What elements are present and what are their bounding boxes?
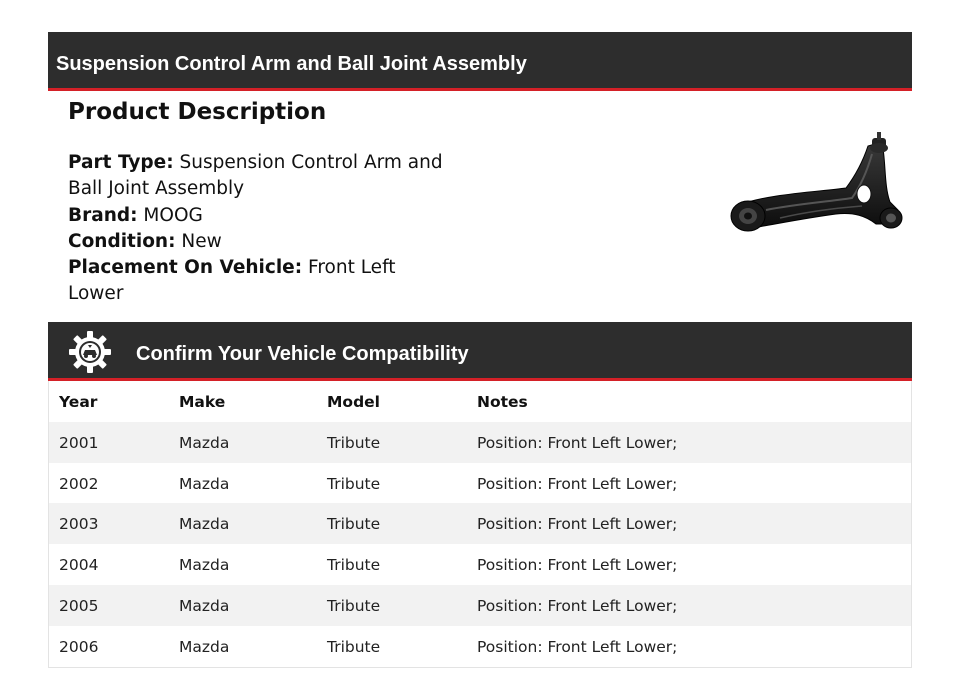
part-type-value: Suspension Control Arm and Ball Joint Assembly bbox=[68, 152, 443, 200]
placement-value: Front Left Lower bbox=[68, 257, 396, 305]
condition-value: New bbox=[181, 230, 222, 252]
product-title: Suspension Control Arm and Ball Joint Assembly bbox=[56, 53, 527, 75]
description-list bbox=[68, 150, 448, 308]
cell-notes: Position: Front Left Lower; bbox=[477, 433, 678, 452]
table-header-row bbox=[49, 381, 911, 422]
table-row bbox=[49, 422, 911, 463]
cell-make: Mazda bbox=[179, 596, 230, 615]
placement-label: Placement On Vehicle: bbox=[68, 257, 303, 279]
cell-year: 2006 bbox=[59, 637, 99, 656]
column-header-make: Make bbox=[179, 393, 226, 411]
compatibility-banner bbox=[48, 322, 912, 381]
table-row bbox=[49, 626, 911, 667]
column-header-model: Model bbox=[327, 393, 380, 411]
part-type-label: Part Type: bbox=[68, 152, 174, 173]
column-header-year: Year bbox=[59, 393, 98, 411]
table-row bbox=[49, 503, 911, 544]
brand-label: Brand: bbox=[68, 204, 138, 226]
cell-make: Mazda bbox=[179, 637, 230, 656]
cell-year: 2005 bbox=[59, 596, 99, 615]
placement-row bbox=[68, 255, 448, 308]
cell-model: Tribute bbox=[327, 515, 381, 534]
cell-year: 2001 bbox=[59, 433, 99, 452]
cell-model: Tribute bbox=[327, 474, 381, 493]
cell-model: Tribute bbox=[327, 637, 381, 656]
compatibility-table bbox=[48, 381, 912, 668]
cell-notes: Position: Front Left Lower; bbox=[477, 637, 678, 656]
cell-make: Mazda bbox=[179, 433, 230, 452]
cell-year: 2004 bbox=[59, 556, 99, 575]
compatibility-title: Confirm Your Vehicle Compatibility bbox=[136, 343, 469, 365]
table-row bbox=[49, 463, 911, 504]
cell-make: Mazda bbox=[179, 556, 230, 575]
cell-model: Tribute bbox=[327, 433, 381, 452]
control-arm-image bbox=[726, 132, 908, 240]
table-row bbox=[49, 585, 911, 626]
condition-label: Condition: bbox=[68, 230, 176, 252]
brand-row bbox=[68, 203, 448, 229]
column-header-notes: Notes bbox=[477, 393, 528, 411]
cell-year: 2002 bbox=[59, 474, 99, 493]
cell-make: Mazda bbox=[179, 515, 230, 534]
condition-row bbox=[68, 229, 448, 255]
cell-notes: Position: Front Left Lower; bbox=[477, 596, 678, 615]
part-type-row bbox=[68, 150, 448, 203]
cell-make: Mazda bbox=[179, 474, 230, 493]
cell-notes: Position: Front Left Lower; bbox=[477, 515, 678, 534]
gear-car-icon bbox=[68, 330, 112, 374]
cell-model: Tribute bbox=[327, 556, 381, 575]
cell-year: 2003 bbox=[59, 515, 99, 534]
brand-value: MOOG bbox=[143, 204, 203, 226]
cell-notes: Position: Front Left Lower; bbox=[477, 556, 678, 575]
table-row bbox=[49, 544, 911, 585]
cell-notes: Position: Front Left Lower; bbox=[477, 474, 678, 493]
cell-model: Tribute bbox=[327, 596, 381, 615]
description-heading: Product Description bbox=[68, 99, 327, 125]
product-title-banner bbox=[48, 32, 912, 91]
